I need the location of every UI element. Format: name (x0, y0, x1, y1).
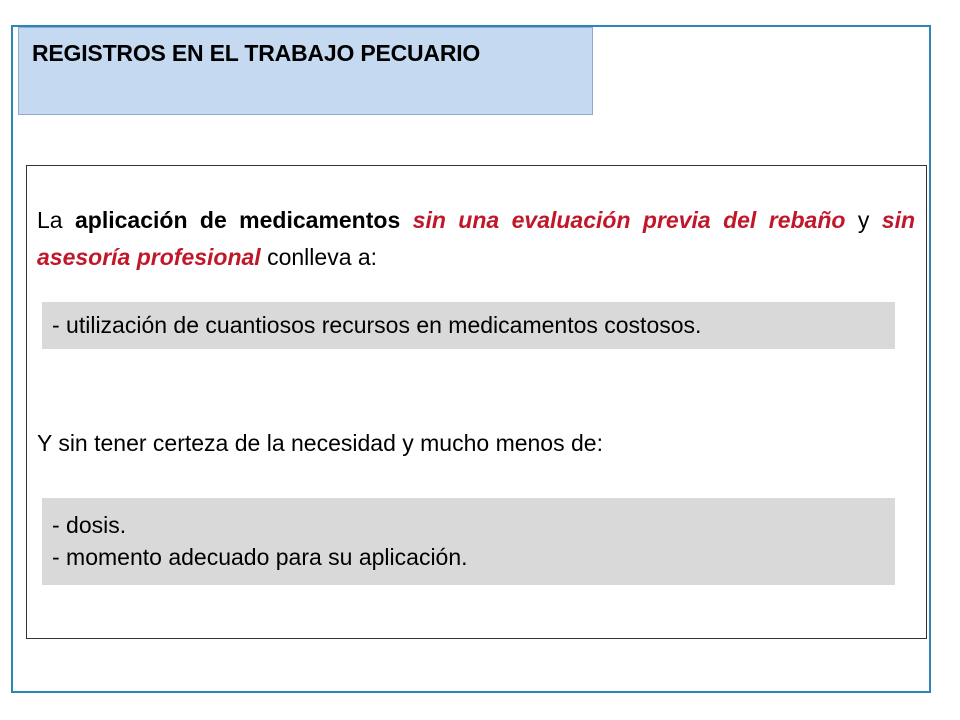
slide-title: REGISTROS EN EL TRABAJO PECUARIO (32, 40, 481, 66)
title-box (18, 27, 593, 115)
intro-paragraph (37, 202, 915, 276)
intro-text-4: conlleva a: (260, 244, 378, 270)
intro-text-3: y (845, 207, 882, 233)
intro-emphasis-no-advice: sin asesoría profesional (37, 207, 916, 270)
uncertainty-box (42, 498, 895, 585)
uncertainty-item: - dosis. (52, 512, 127, 538)
consequence-box (42, 302, 895, 349)
second-statement: Y sin tener certeza de la necesidad y mucho menos de: (37, 430, 603, 456)
consequence-text: - utilización de cuantiosos recursos en medicamentos costosos. (52, 312, 702, 338)
intro-emphasis-medication: aplicación de medicamentos (75, 207, 401, 233)
intro-text-1: La (37, 207, 76, 233)
intro-emphasis-no-evaluation: sin una evaluación previa del rebaño (412, 207, 846, 233)
intro-text-2 (400, 207, 412, 233)
uncertainty-item: - momento adecuado para su aplicación. (52, 544, 468, 570)
content-box (26, 165, 927, 639)
